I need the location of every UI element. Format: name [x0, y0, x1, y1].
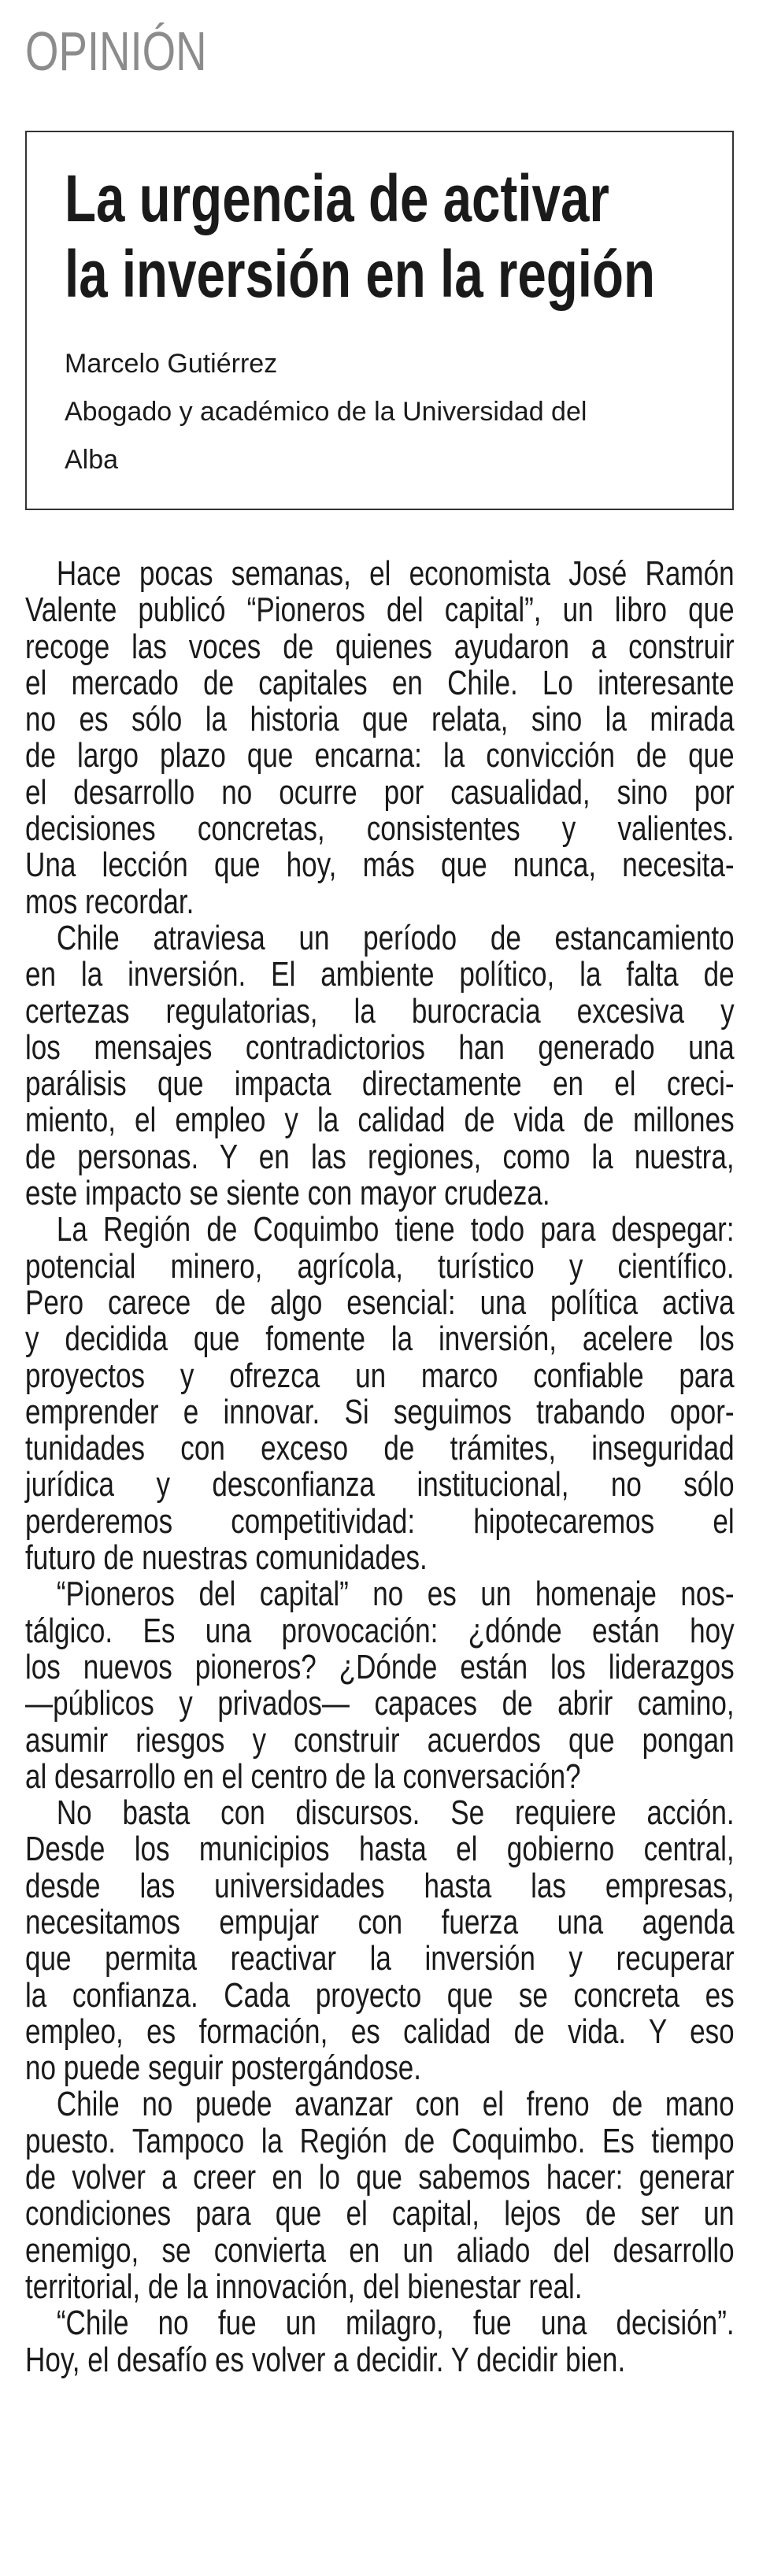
text-line: tunidades con exceso de trámites, inseguridad	[25, 1429, 735, 1468]
text-line: tálgico. Es una provocación: ¿dónde están hoy	[25, 1611, 735, 1650]
text-line: recoge las voces de quienes ayudaron a construir	[25, 627, 735, 666]
text-line: Desde los municipios hasta el gobierno central,	[25, 1830, 735, 1869]
text-line: “Chile no fue un milagro, fue una decisión”.	[56, 2304, 735, 2343]
text-line: condiciones para que el capital, lejos de ser un	[25, 2194, 735, 2234]
text-line: empleo, es formación, es calidad de vida. Y eso	[25, 2012, 735, 2051]
author-name: Marcelo Gutiérrez	[65, 349, 278, 379]
headline-line: La urgencia de activar	[65, 161, 609, 235]
text-line: futuro de nuestras comunidades.	[25, 1538, 428, 1578]
text-line: de largo plazo que encarna: la convicción de que	[25, 736, 735, 775]
text-line: de volver a creer en lo que sabemos hacer: generar	[25, 2158, 735, 2197]
headline-box	[25, 131, 734, 510]
text-line: potencial minero, agrícola, turístico y científico.	[25, 1246, 735, 1286]
text-line: Chile atraviesa un período de estancamiento	[56, 918, 735, 957]
paragraph	[25, 1212, 735, 1576]
text-line: necesitamos empujar con fuerza una agenda	[25, 1902, 735, 1941]
text-line: emprender e innovar. Si seguimos trabando opor-	[25, 1392, 735, 1431]
text-line: los nuevos pioneros? ¿Dónde están los liderazgos	[25, 1647, 735, 1686]
text-line: que permita reactivar la inversión y recuperar	[25, 1939, 735, 1978]
text-line: certezas regulatorias, la burocracia excesiva y	[25, 991, 735, 1031]
text-line: enemigo, se convierta en un aliado del desarrollo	[25, 2230, 735, 2270]
text-line: Valente publicó “Pioneros del capital”, un libro que	[25, 590, 735, 630]
text-line: el desarrollo no ocurre por casualidad, sino por	[25, 772, 735, 812]
text-line: parálisis que impacta directamente en el creci-	[25, 1064, 735, 1104]
text-line: de personas. Y en las regiones, como la nuestra,	[25, 1137, 735, 1176]
text-line: asumir riesgos y construir acuerdos que pongan	[25, 1720, 735, 1760]
text-line: Hoy, el desafío es volver a decidir. Y decidir bien.	[25, 2340, 626, 2379]
text-line: Chile no puede avanzar con el freno de mano	[56, 2085, 735, 2124]
author-role: Alba	[65, 445, 119, 475]
text-line: los mensajes contradictorios han generado una	[25, 1027, 735, 1067]
text-line: proyectos y ofrezca un marco confiable para	[25, 1356, 735, 1395]
headline-line: la inversión en la región	[65, 237, 656, 311]
paragraph	[25, 920, 735, 1212]
text-line: miento, el empleo y la calidad de vida de millones	[25, 1101, 735, 1140]
text-line: Pero carece de algo esencial: una política activa	[25, 1282, 735, 1322]
text-line: No basta con discursos. Se requiere acción.	[56, 1793, 735, 1833]
text-line: —públicos y privados— capaces de abrir camino,	[25, 1684, 735, 1723]
text-line: “Pioneros del capital” no es un homenaje nos-	[56, 1575, 735, 1614]
byline	[65, 340, 710, 484]
paragraph	[25, 2086, 735, 2305]
paragraph	[25, 1576, 735, 1795]
article-body	[25, 556, 735, 2378]
text-line: puesto. Tampoco la Región de Coquimbo. Es tiempo	[25, 2121, 735, 2160]
text-line: en la inversión. El ambiente político, la falta de	[25, 955, 735, 994]
text-line: Una lección que hoy, más que nunca, necesita-	[25, 846, 735, 885]
text-line: desde las universidades hasta las empresas,	[25, 1866, 735, 1905]
text-line: la confianza. Cada proyecto que se concreta es	[25, 1975, 735, 2015]
author-role: Abogado y académico de la Universidad del	[65, 397, 587, 427]
text-line: jurídica y desconfianza institucional, no sólo	[25, 1465, 735, 1505]
text-line: Hace pocas semanas, el economista José Ramón	[56, 554, 735, 593]
paragraph	[25, 1795, 735, 2086]
text-line: no puede seguir postergándose.	[25, 2049, 422, 2088]
text-line: territorial, de la innovación, del bienestar real.	[25, 2267, 583, 2306]
text-line: no es sólo la historia que relata, sino la mirada	[25, 700, 735, 739]
text-line: al desarrollo en el centro de la conversación?	[25, 1756, 581, 1796]
headline	[65, 161, 740, 312]
text-line: y decidida que fomente la inversión, acelere los	[25, 1319, 735, 1359]
text-line: mos recordar.	[25, 882, 194, 921]
paragraph	[25, 556, 735, 920]
text-line: este impacto se siente con mayor crudeza.	[25, 1174, 550, 1213]
text-line: La Región de Coquimbo tiene todo para despegar:	[56, 1210, 735, 1249]
text-line: perderemos competitividad: hipotecaremos el	[25, 1501, 735, 1541]
section-label: OPINIÓN	[25, 20, 207, 82]
text-line: el mercado de capitales en Chile. Lo interesante	[25, 663, 735, 702]
paragraph	[25, 2305, 735, 2378]
text-line: decisiones concretas, consistentes y valientes.	[25, 809, 735, 849]
